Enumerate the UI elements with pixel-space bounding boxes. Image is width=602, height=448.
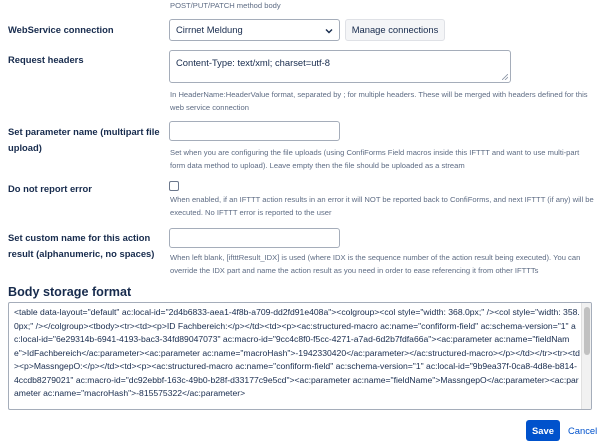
request-headers-label: Request headers: [8, 54, 84, 65]
file-param-input[interactable]: [169, 121, 340, 141]
body-storage-textarea[interactable]: [8, 302, 592, 410]
do-not-report-error-hint: When enabled, if an IFTTT action results in an error it will NOT be reported back to ConfiForms, and next IFTTT (if any) will be executed. No IFTTT error is reported to the user: [170, 195, 594, 218]
manage-connections-button[interactable]: Manage connections: [345, 19, 445, 41]
webservice-connection-label: WebService connection: [8, 24, 114, 35]
chevron-down-icon: [324, 26, 334, 36]
request-headers-textarea[interactable]: [169, 50, 511, 83]
custom-name-input[interactable]: [169, 228, 340, 248]
resize-grip-icon[interactable]: [502, 74, 508, 80]
body-storage-scrollbar[interactable]: [581, 303, 591, 409]
file-param-hint: Set when you are configuring the file uploads (using ConfiForms Field macros inside this IFTTT and want to use multi-part form data method to upload). Leave empty then the file should be uploaded as a stream: [170, 148, 580, 171]
webservice-connection-select[interactable]: [169, 19, 340, 41]
do-not-report-error-checkbox[interactable]: [169, 181, 179, 191]
cancel-button[interactable]: Cancel: [568, 425, 598, 436]
save-button[interactable]: Save: [526, 420, 560, 441]
method-body-hint: POST/PUT/PATCH method body: [170, 1, 281, 10]
request-headers-hint: In HeaderName:HeaderValue format, separated by ; for multiple headers. These will be merged with headers defined for this web service connection: [170, 90, 588, 113]
body-storage-format-title: Body storage format: [8, 285, 132, 299]
webservice-connection-value: Cirrnet Meldung: [176, 24, 243, 35]
do-not-report-error-label: Do not report error: [8, 183, 92, 194]
scrollbar-thumb[interactable]: [584, 307, 590, 355]
file-param-label: Set parameter name (multipart file upload): [8, 126, 160, 153]
custom-name-hint: When left blank, [iftttResult_IDX] is used (where IDX is the sequence number of the action result being executed). You can override the IDX part and name the action result as you need in order to ease referencing it from other IFTTTs: [170, 253, 581, 276]
body-storage-content: <table data-layout="default" ac:local-id="2d4b6833-aea1-4f8b-a709-dd2fd91e408a"><colgroup><col style="width: 368.0px;" /><col style="width: 358.0px;" /></colgroup><tbody><tr><td><p>ID Fachbereich:</p></td><td><p><ac:structured-macro ac:name="confiform-field" ac:schema-version="1" ac:local-id="6e29314b-6941-4193-bac3-34fd89047073" ac:macro-id="9cc4c8f0-f5cc-4271-a7ad-6d2b7fdfa66a"><ac:parameter ac:name="fieldName">IdFachbereich</ac:parameter><ac:parameter ac:name="macroHash">-1942330420</ac:parameter></ac:structured-macro></p></td></tr><tr><td><p>MassngepO:</p></td><td><p><ac:structured-macro ac:name="confiform-field" ac:schema-version="1" ac:local-id="9b9ea37f-0ca8-4d8e-b814-4ccdb8279021" ac:macro-id="dc92ebbf-163c-49b0-b28f-d33177c9e5cd"><ac:parameter ac:name="fieldName">MassngepO</ac:parameter><ac:parameter ac:name="macroHash">-815575322</ac:parameter>: [14, 307, 580, 398]
request-headers-value: Content-Type: text/xml; charset=utf-8: [176, 57, 330, 68]
custom-name-label: Set custom name for this action result (alphanumeric, no spaces): [8, 232, 155, 259]
